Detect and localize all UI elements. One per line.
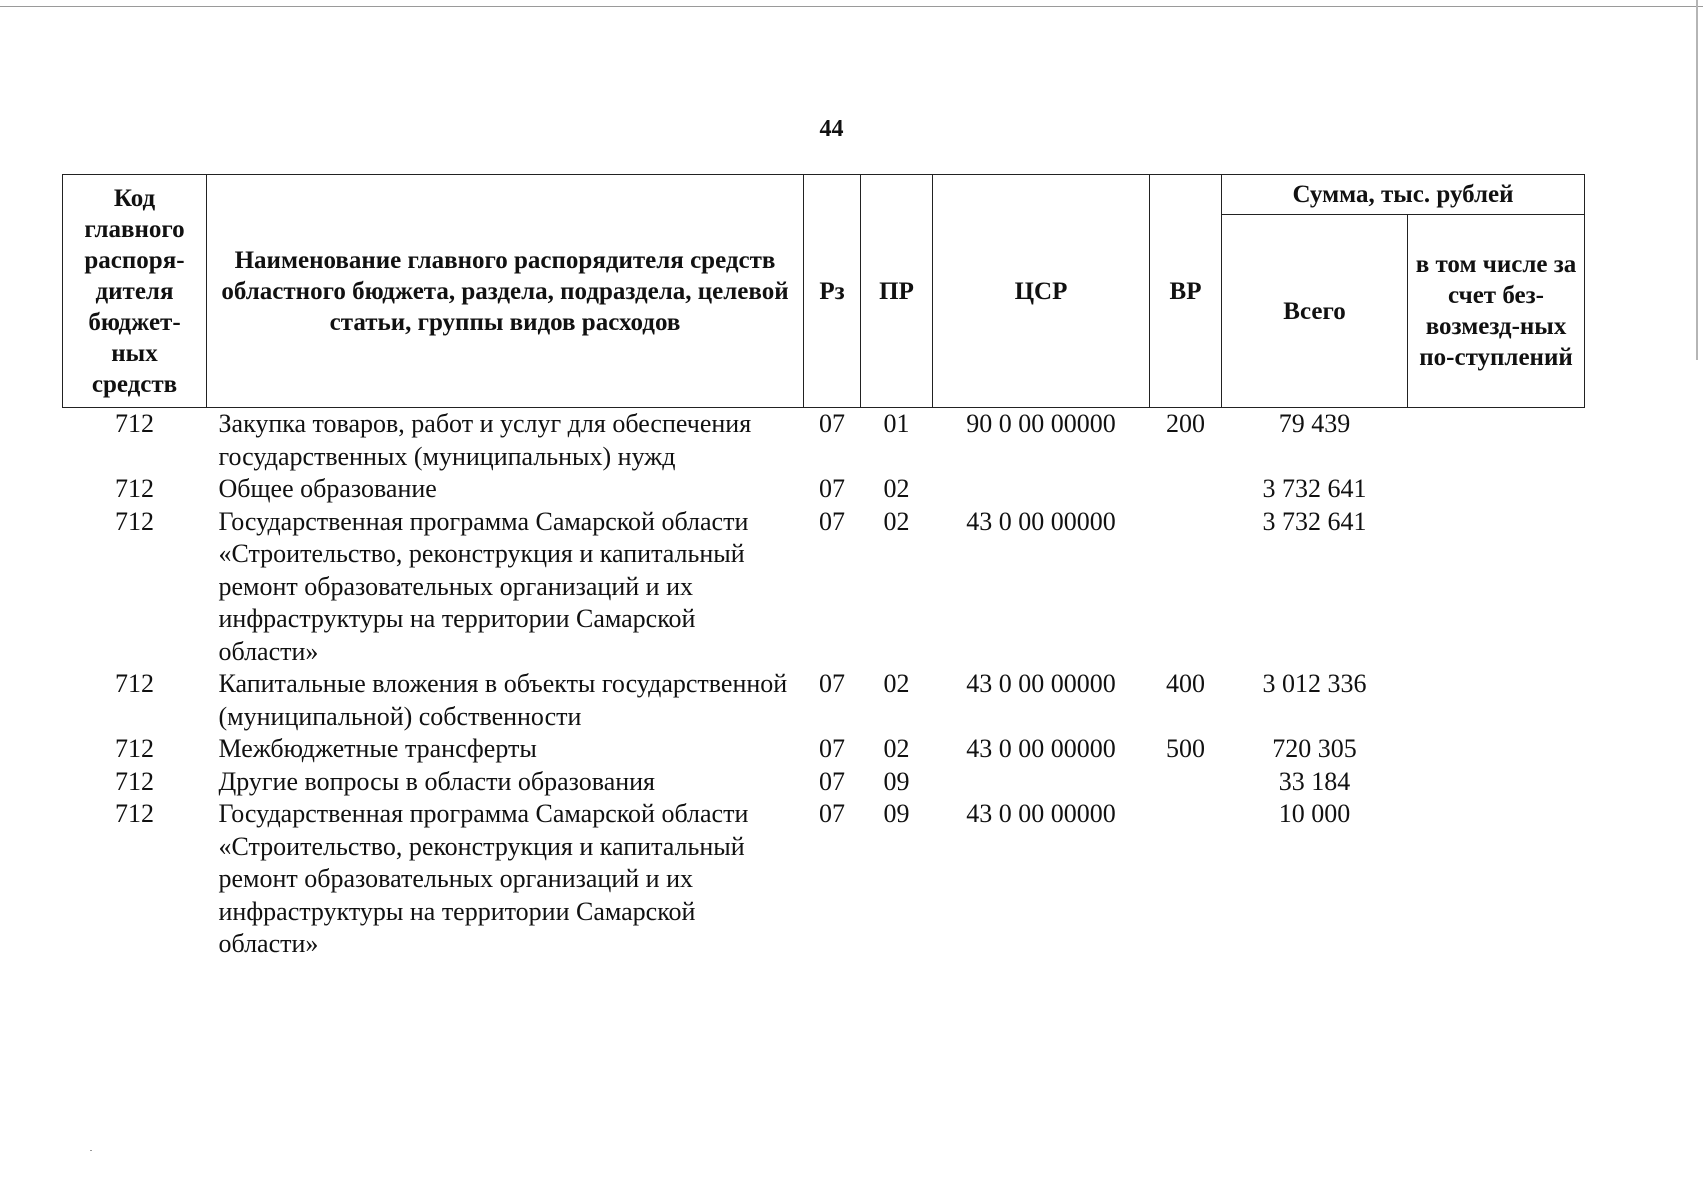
cell-name: Закупка товаров, работ и услуг для обеспечения государственных (муниципальных) нужд (218, 409, 752, 471)
cell-csr (933, 473, 1150, 506)
cell-total: 33 184 (1278, 766, 1351, 796)
cell-total: 720 305 (1272, 734, 1357, 763)
header-total: Всего (1222, 215, 1408, 408)
cell-incl (1408, 798, 1585, 961)
table-row (63, 766, 1585, 799)
table-row (63, 733, 1585, 766)
cell-rz: 07 (819, 766, 845, 796)
cell-csr: 43 0 00 00000 (966, 506, 1116, 536)
cell-vr: 200 (1166, 409, 1205, 438)
cell-csr: 43 0 00 00000 (966, 799, 1116, 828)
header-name: Наименование главного распорядителя средств областного бюджета, раздела, подраздела, целевой статьи, группы видов расходов (207, 175, 804, 408)
scan-edge-line-right (1696, 0, 1698, 360)
cell-pr: 02 (883, 669, 910, 698)
table-row (63, 506, 1585, 669)
table-row (63, 408, 1585, 474)
header-vr: ВР (1150, 175, 1222, 408)
cell-csr: 90 0 00 00000 (966, 409, 1116, 438)
cell-incl (1408, 506, 1585, 669)
cell-incl (1408, 766, 1585, 799)
cell-name: Капитальные вложения в объекты государственной (муниципальной) собственности (218, 669, 788, 731)
table-body (63, 408, 1585, 961)
cell-incl (1408, 408, 1585, 474)
cell-total: 3 012 336 (1262, 669, 1367, 698)
header-rz: Рз (804, 175, 861, 408)
cell-rz: 07 (819, 474, 845, 503)
table-row (63, 473, 1585, 506)
table-row (63, 668, 1585, 733)
cell-name: Государственная программа Самарской области «Строительство, реконструкция и капитальный ремонт образовательных организаций и их инфраструктуры на территории Самарской области» (218, 506, 749, 666)
cell-rz: 07 (819, 734, 845, 763)
scan-speck (90, 1150, 92, 1151)
cell-name: Другие вопросы в области образования (218, 766, 656, 796)
page-number: 44 (819, 116, 844, 142)
cell-pr: 01 (883, 409, 910, 438)
cell-name: Общее образование (218, 474, 437, 503)
table-header (63, 175, 1585, 408)
cell-pr: 02 (883, 734, 910, 763)
cell-incl (1408, 733, 1585, 766)
scan-edge-line (0, 6, 1703, 7)
cell-code: 712 (115, 506, 154, 536)
cell-pr: 02 (883, 474, 910, 503)
cell-code: 712 (115, 766, 154, 796)
cell-csr: 43 0 00 00000 (966, 734, 1116, 763)
cell-total: 79 439 (1278, 409, 1351, 438)
cell-vr (1150, 766, 1222, 799)
cell-csr (933, 766, 1150, 799)
cell-code: 712 (115, 474, 154, 503)
header-pr: ПР (861, 175, 933, 408)
cell-vr (1150, 506, 1222, 669)
cell-name: Межбюджетные трансферты (218, 734, 537, 763)
cell-code: 712 (115, 669, 154, 698)
cell-vr (1150, 798, 1222, 961)
cell-total: 10 000 (1278, 799, 1351, 828)
cell-name: Государственная программа Самарской области «Строительство, реконструкция и капитальный ремонт образовательных организаций и их инфраструктуры на территории Самарской области» (218, 799, 749, 958)
cell-total: 3 732 641 (1262, 474, 1367, 503)
cell-rz: 07 (819, 669, 845, 698)
header-csr: ЦСР (933, 175, 1150, 408)
cell-pr: 02 (883, 506, 910, 536)
cell-rz: 07 (819, 409, 845, 438)
cell-vr: 400 (1166, 669, 1205, 698)
header-incl: в том числе за счет без-возмезд-ных по-ступлений (1408, 215, 1585, 408)
cell-rz: 07 (819, 799, 845, 828)
cell-pr: 09 (883, 766, 910, 796)
cell-incl (1408, 473, 1585, 506)
budget-table (62, 174, 1585, 961)
cell-code: 712 (115, 799, 154, 828)
cell-code: 712 (115, 409, 154, 438)
cell-total: 3 732 641 (1262, 506, 1367, 536)
table-row (63, 798, 1585, 961)
header-code: Код главного распоря-дителя бюджет-ных средств (63, 175, 207, 408)
cell-csr: 43 0 00 00000 (966, 669, 1116, 698)
cell-incl (1408, 668, 1585, 733)
cell-rz: 07 (819, 506, 845, 536)
cell-vr: 500 (1166, 734, 1205, 763)
cell-vr (1150, 473, 1222, 506)
cell-code: 712 (115, 734, 154, 763)
header-sum: Сумма, тыс. рублей (1222, 175, 1585, 215)
cell-pr: 09 (883, 799, 910, 828)
